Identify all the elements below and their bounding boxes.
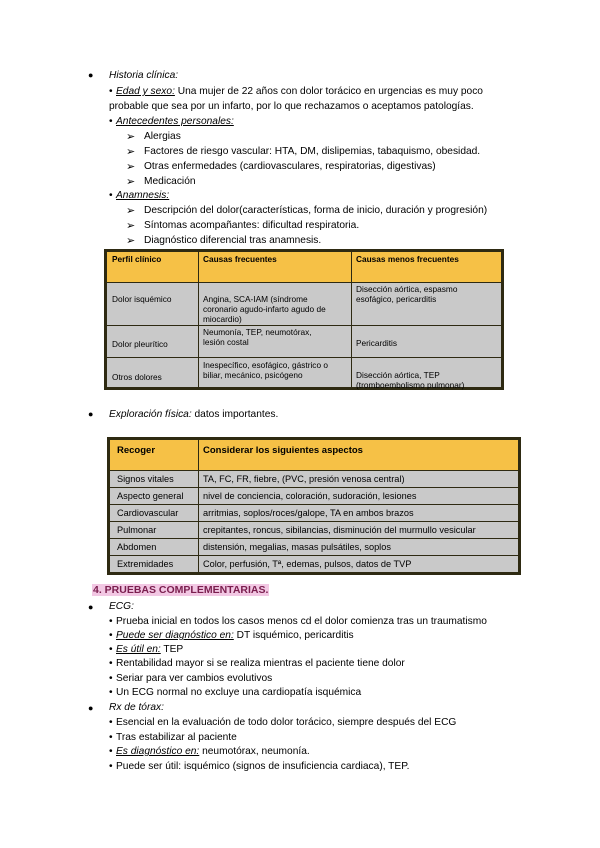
frecuentes-cell: Neumonía, TEP, neumotórax, lesión costal: [203, 327, 312, 347]
ecg-item: Prueba inicial en todos los casos menos cd el dolor comienza tras un traumatismo: [116, 616, 487, 627]
ecg-item: Seriar para ver cambios evolutivos: [116, 673, 273, 684]
bullet-dot-icon: ●: [88, 703, 94, 713]
bullet-icon: •: [109, 746, 113, 757]
recoger-cell: Cardiovascular: [117, 508, 179, 518]
header-menos: Causas menos frecuentes: [356, 254, 459, 264]
section-title: 4. PRUEBAS COMPLEMENTARIAS.: [93, 584, 269, 596]
bullet-icon: •: [109, 616, 113, 627]
anamnesis-item: Diagnóstico diferencial tras anamnesis.: [144, 235, 322, 246]
ecg-item: Un ECG normal no excluye una cardiopatía isquémica: [116, 687, 362, 698]
arrow-bullet-icon: ➢: [126, 131, 136, 143]
bullet-dot-icon: ●: [88, 409, 94, 419]
antecedentes-item: Alergias: [144, 131, 181, 142]
recoger-cell: Abdomen: [117, 542, 157, 552]
bullet-icon: •: [109, 86, 113, 97]
edad-label: Edad y sexo:: [116, 86, 175, 97]
exploracion-text: datos importantes.: [191, 409, 279, 420]
perfil-cell: Dolor pleurítico: [112, 339, 168, 349]
header-recoger: Recoger: [117, 445, 156, 456]
considerar-cell: nivel de conciencia, coloración, sudoración, lesiones: [203, 491, 417, 501]
edad-text-2: probable que sea por un infarto, por lo que rechazamos o aceptamos patologías.: [109, 101, 474, 112]
ecg-item: Es útil en: TEP: [116, 644, 184, 655]
considerar-cell: crepitantes, roncus, sibilancias, disminución del murmullo vesicular: [203, 525, 476, 535]
exploracion-label: Exploración física:: [109, 409, 192, 420]
historia-title: Historia clínica:: [109, 70, 179, 81]
ecg-item: Rentabilidad mayor si se realiza mientras el paciente tiene dolor: [116, 658, 405, 669]
header-considerar: Considerar los siguientes aspectos: [203, 445, 363, 456]
recoger-cell: Signos vitales: [117, 474, 174, 484]
arrow-bullet-icon: ➢: [126, 220, 136, 232]
rx-title: Rx de tórax:: [109, 702, 164, 713]
ecg-item: Puede ser diagnóstico en: DT isquémico, pericarditis: [116, 630, 354, 641]
bullet-icon: •: [109, 687, 113, 698]
antecedentes-item: Factores de riesgo vascular: HTA, DM, dislipemias, tabaquismo, obesidad.: [144, 146, 481, 157]
bullet-icon: •: [109, 658, 113, 669]
menos-cell: Disección aórtica, espasmo esofágico, pericarditis: [356, 284, 458, 304]
bullet-dot-icon: ●: [88, 70, 94, 80]
perfil-cell: Otros dolores: [112, 372, 162, 382]
bullet-icon: •: [109, 190, 113, 201]
antecedentes-label: Antecedentes personales:: [116, 116, 234, 127]
bullet-icon: •: [109, 732, 113, 743]
considerar-cell: arritmias, soplos/roces/galope, TA en ambos brazos: [203, 508, 414, 518]
arrow-bullet-icon: ➢: [126, 146, 136, 158]
bullet-icon: •: [109, 630, 113, 641]
bullet-icon: •: [109, 673, 113, 684]
perfil-cell: Dolor isquémico: [112, 294, 172, 304]
considerar-cell: TA, FC, FR, fiebre, (PVC, presión venosa central): [203, 474, 405, 484]
antecedentes-item: Medicación: [144, 176, 196, 187]
anamnesis-item: Síntomas acompañantes: dificultad respiratoria.: [144, 220, 360, 231]
antecedentes-item: Otras enfermedades (cardiovasculares, respiratorias, digestivas): [144, 161, 436, 172]
bullet-icon: •: [109, 116, 113, 127]
bullet-icon: •: [109, 761, 113, 772]
rx-item: Puede ser útil: isquémico (signos de insuficiencia cardiaca), TEP.: [116, 761, 410, 772]
bullet-icon: •: [109, 717, 113, 728]
edad-line: [116, 86, 483, 97]
recoger-cell: Pulmonar: [117, 525, 157, 535]
menos-cell: Pericarditis: [356, 338, 398, 348]
arrow-bullet-icon: ➢: [126, 161, 136, 173]
menos-cell: Disección aórtica, TEP (tromboembolismo pulmonar): [356, 370, 465, 390]
causes-table: [104, 249, 504, 390]
rx-item: Esencial en la evaluación de todo dolor torácico, siempre después del ECG: [116, 717, 457, 728]
arrow-bullet-icon: ➢: [126, 205, 136, 217]
anamnesis-item: Descripción del dolor(características, forma de inicio, duración y progresión): [144, 205, 488, 216]
arrow-bullet-icon: ➢: [126, 176, 136, 188]
recoger-cell: Aspecto general: [117, 491, 184, 501]
edad-text-1: Una mujer de 22 años con dolor torácico en urgencias es muy poco: [174, 86, 483, 97]
header-frecuentes: Causas frecuentes: [203, 254, 277, 264]
rx-item: Tras estabilizar al paciente: [116, 732, 237, 743]
bullet-icon: •: [109, 644, 113, 655]
considerar-cell: Color, perfusión, Tª, edemas, pulsos, datos de TVP: [203, 559, 412, 569]
rx-item: Es diagnóstico en: neumotórax, neumonía.: [116, 746, 310, 757]
arrow-bullet-icon: ➢: [126, 235, 136, 247]
bullet-dot-icon: ●: [88, 602, 94, 612]
ecg-title: ECG:: [109, 601, 134, 612]
anamnesis-label: Anamnesis:: [116, 190, 170, 201]
exam-table: [107, 437, 521, 575]
header-perfil: Perfil clínico: [112, 254, 162, 264]
recoger-cell: Extremidades: [117, 559, 174, 569]
frecuentes-cell: Angina, SCA-IAM (síndrome coronario agudo-infarto agudo de miocardio): [203, 294, 326, 324]
frecuentes-cell: Inespecífico, esofágico, gástrico o biliar, mecánico, psicógeno: [203, 360, 328, 380]
considerar-cell: distensión, megalias, masas pulsátiles, soplos: [203, 542, 391, 552]
exploracion-line: [109, 409, 278, 420]
